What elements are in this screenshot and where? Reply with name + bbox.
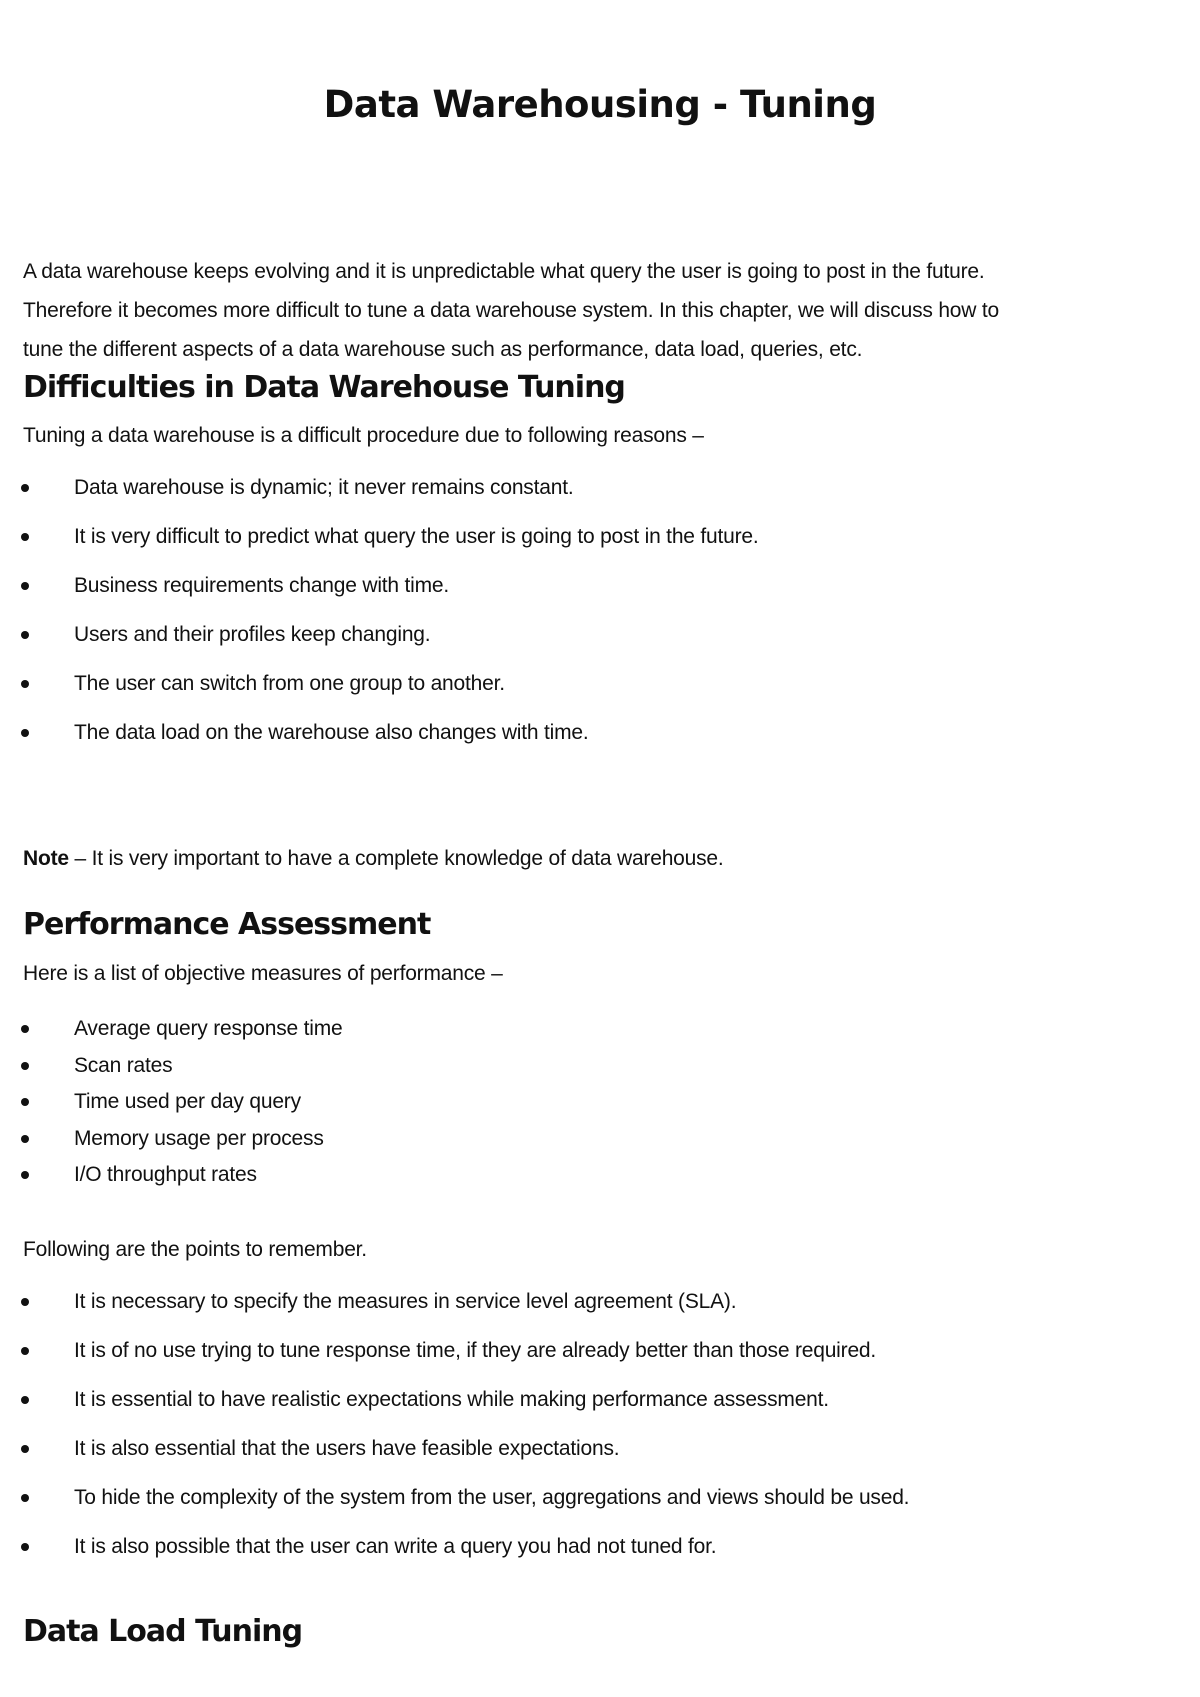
list-item: It is essential to have realistic expectations while making performance assessment. bbox=[0, 1375, 1180, 1424]
list-item: Data warehouse is dynamic; it never remains constant. bbox=[0, 463, 1180, 512]
list-item: The data load on the warehouse also changes with time. bbox=[0, 708, 1180, 757]
section-heading-performance: Performance Assessment bbox=[23, 907, 431, 942]
list-item: To hide the complexity of the system from the user, aggregations and views should be used. bbox=[0, 1473, 1180, 1522]
bullet-icon bbox=[21, 1445, 29, 1453]
bullet-icon bbox=[21, 1347, 29, 1355]
bullet-icon bbox=[21, 582, 29, 590]
difficulties-list bbox=[0, 463, 1180, 757]
list-item: It is very difficult to predict what query the user is going to post in the future. bbox=[0, 512, 1180, 561]
list-item: It is also possible that the user can write a query you had not tuned for. bbox=[0, 1522, 1180, 1571]
performance-lead: Here is a list of objective measures of performance – bbox=[23, 962, 503, 985]
list-item: Scan rates bbox=[0, 1048, 1180, 1085]
points-lead: Following are the points to remember. bbox=[23, 1238, 367, 1261]
intro-line: A data warehouse keeps evolving and it is unpredictable what query the user is going to post in the future. bbox=[23, 260, 985, 283]
note-text: – It is very important to have a complete knowledge of data warehouse. bbox=[68, 847, 724, 870]
section-heading-difficulties: Difficulties in Data Warehouse Tuning bbox=[23, 370, 625, 405]
list-item: Time used per day query bbox=[0, 1084, 1180, 1121]
intro-line: tune the different aspects of a data warehouse such as performance, data load, queries, etc. bbox=[23, 338, 863, 361]
list-item: It is necessary to specify the measures in service level agreement (SLA). bbox=[0, 1277, 1180, 1326]
bullet-icon bbox=[21, 631, 29, 639]
list-item: Average query response time bbox=[0, 1011, 1180, 1048]
list-item: It is also essential that the users have feasible expectations. bbox=[0, 1424, 1180, 1473]
bullet-icon bbox=[21, 533, 29, 541]
bullet-icon bbox=[21, 1298, 29, 1306]
bullet-icon bbox=[21, 484, 29, 492]
bullet-icon bbox=[21, 1098, 29, 1106]
bullet-icon bbox=[21, 1494, 29, 1502]
bullet-icon bbox=[21, 1171, 29, 1179]
page-title: Data Warehousing - Tuning bbox=[323, 83, 877, 126]
list-item: Business requirements change with time. bbox=[0, 561, 1180, 610]
bullet-icon bbox=[21, 1025, 29, 1033]
intro-line: Therefore it becomes more difficult to tune a data warehouse system. In this chapter, we will discuss how to bbox=[23, 299, 999, 322]
list-item: It is of no use trying to tune response time, if they are already better than those required. bbox=[0, 1326, 1180, 1375]
section-heading-data-load: Data Load Tuning bbox=[23, 1614, 303, 1649]
points-list bbox=[0, 1277, 1180, 1571]
note-label: Note bbox=[23, 847, 69, 870]
bullet-icon bbox=[21, 1543, 29, 1551]
bullet-icon bbox=[21, 1062, 29, 1070]
list-item: The user can switch from one group to another. bbox=[0, 659, 1180, 708]
list-item: Memory usage per process bbox=[0, 1121, 1180, 1158]
bullet-icon bbox=[21, 1396, 29, 1404]
intro-paragraph bbox=[23, 252, 1188, 369]
bullet-icon bbox=[21, 1135, 29, 1143]
bullet-icon bbox=[21, 680, 29, 688]
bullet-icon bbox=[21, 729, 29, 737]
difficulties-lead: Tuning a data warehouse is a difficult procedure due to following reasons – bbox=[23, 424, 704, 447]
list-item: Users and their profiles keep changing. bbox=[0, 610, 1180, 659]
measures-list bbox=[0, 1011, 1180, 1194]
note-paragraph bbox=[23, 844, 724, 874]
list-item: I/O throughput rates bbox=[0, 1157, 1180, 1194]
